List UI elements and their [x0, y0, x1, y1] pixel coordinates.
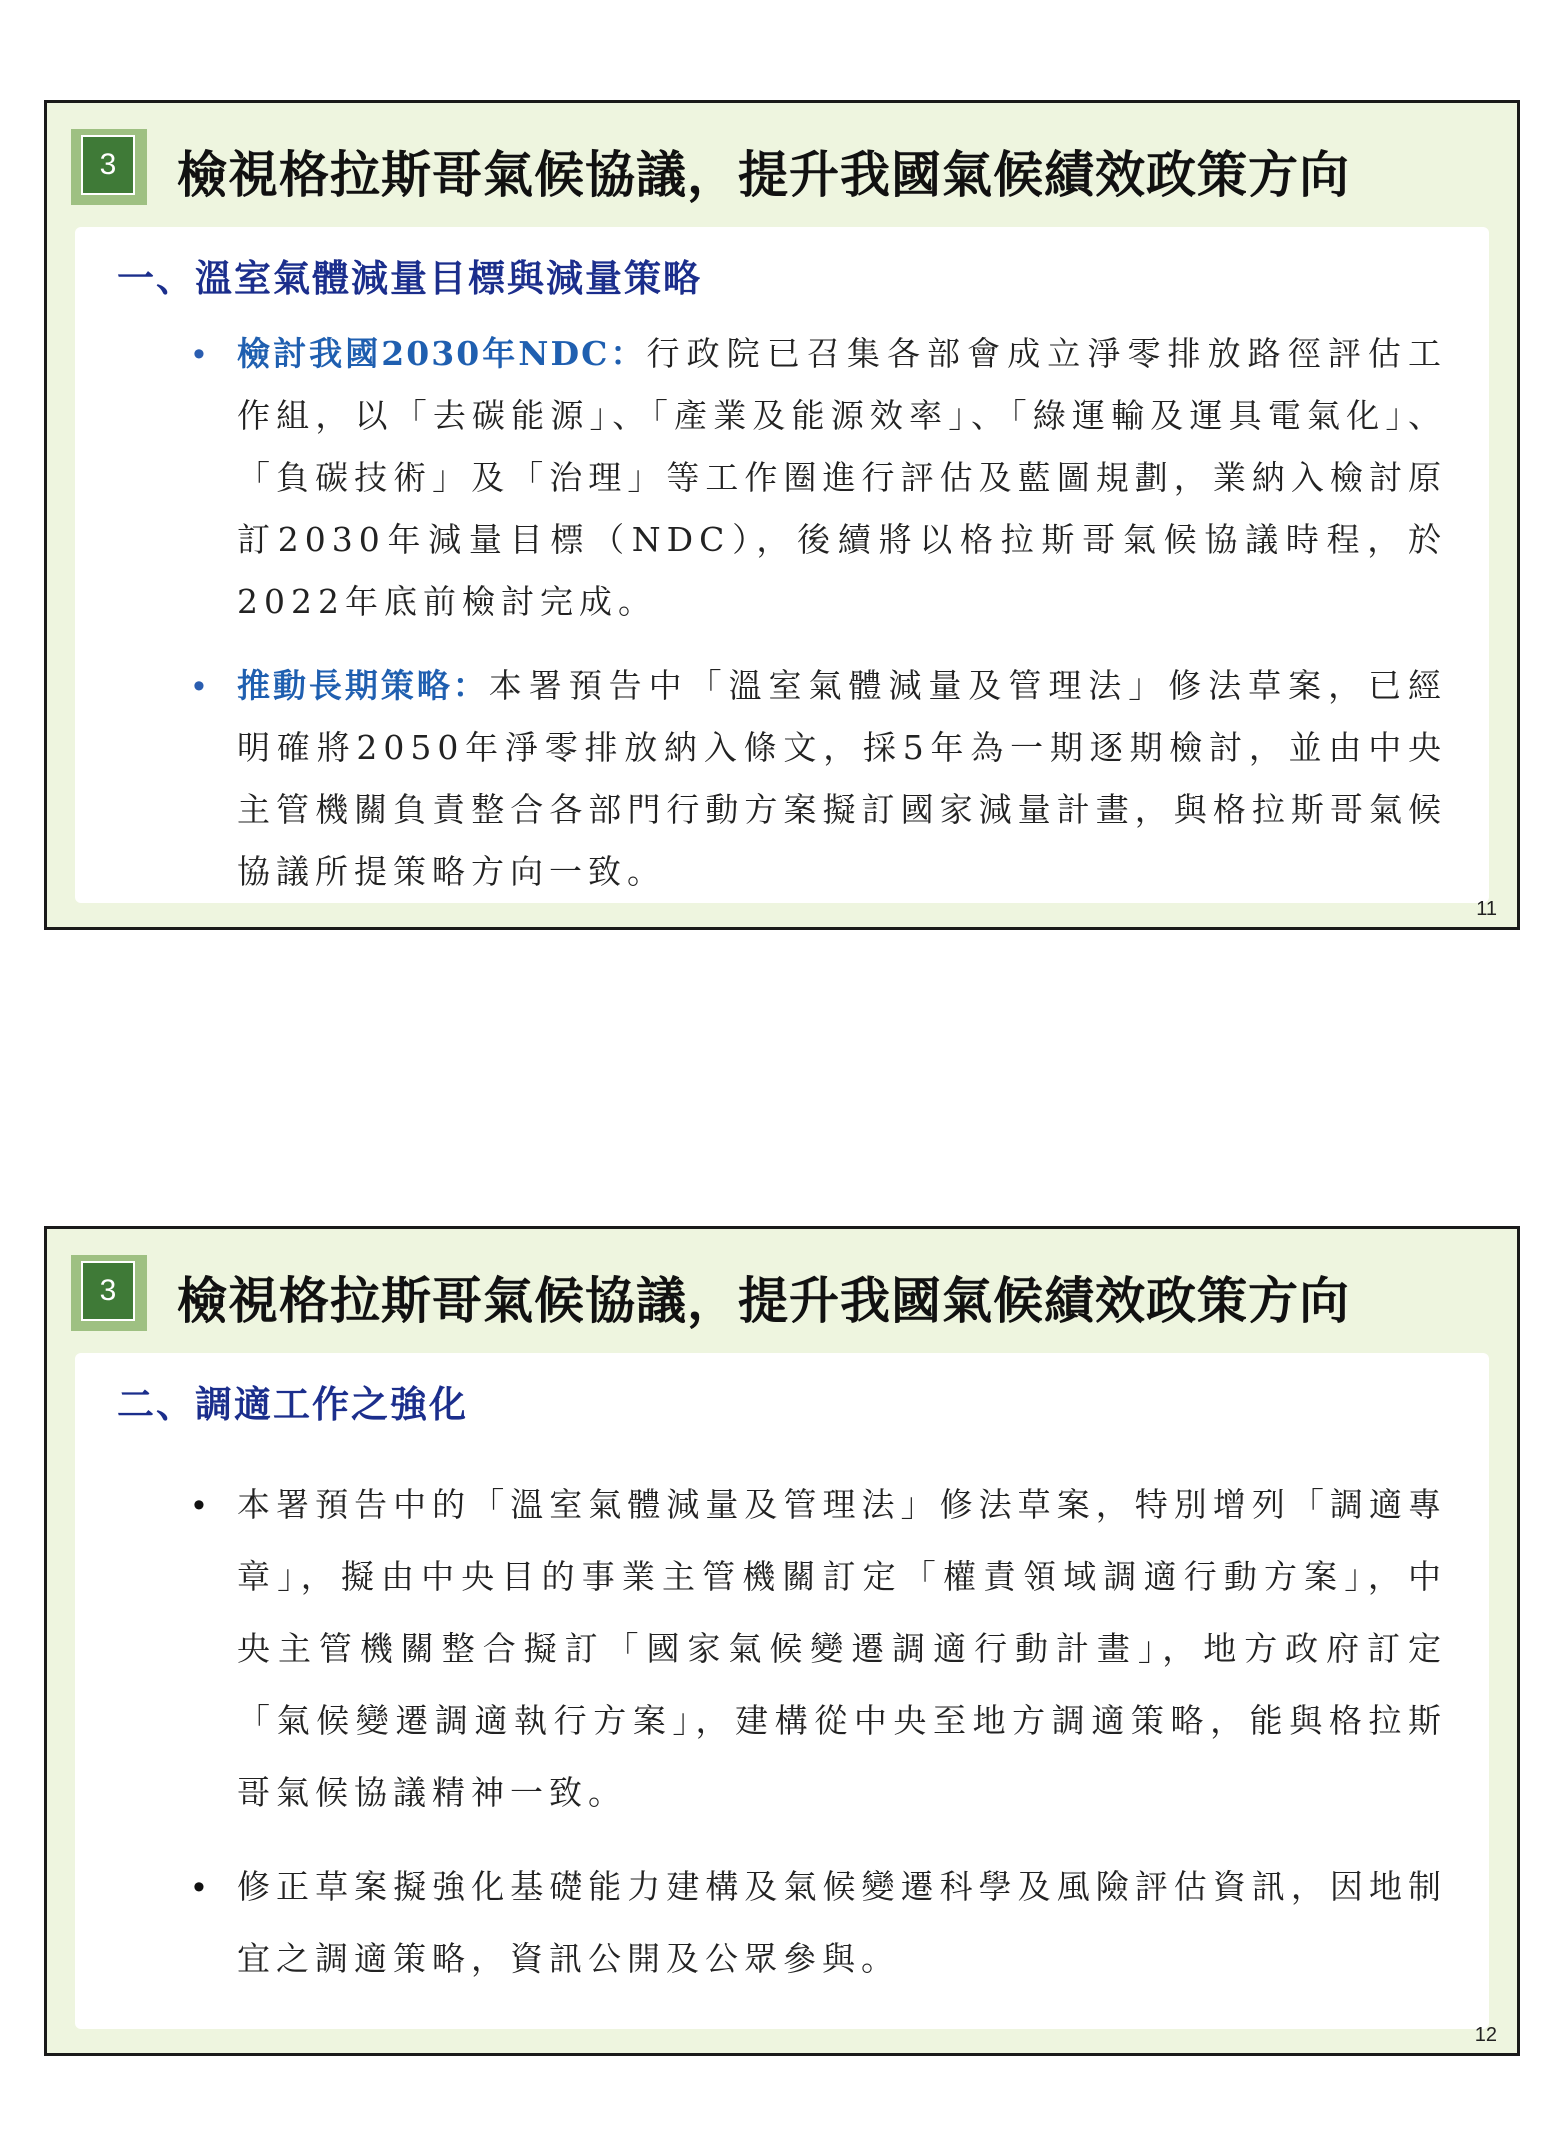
slide-header — [59, 113, 1505, 223]
bullet-lead: 推動長期策略： — [237, 666, 489, 705]
slide-title: 檢視格拉斯哥氣候協議，提升我國氣候績效政策方向 — [177, 145, 1350, 204]
page-number: 12 — [1474, 2024, 1497, 2046]
slide-header — [59, 1239, 1505, 1349]
slide-11 — [44, 100, 1520, 930]
section-heading: 二、調適工作之強化 — [117, 1382, 468, 1426]
bullet-text: 修正草案擬強化基礎能力建構及氣候變遷科學及風險評估資訊，因地制宜之調適策略，資訊公開及公眾參與。 — [237, 1867, 1447, 1978]
bullet-icon: • — [193, 667, 211, 705]
list-item — [157, 1851, 1447, 1995]
list-item — [157, 323, 1447, 633]
section-number: 3 — [81, 1261, 135, 1321]
section-number: 3 — [81, 135, 135, 195]
bullet-list — [157, 323, 1447, 903]
bullet-lead: 檢討我國2030年NDC： — [237, 334, 647, 373]
slide-12 — [44, 1226, 1520, 2056]
bullet-text: 本署預告中的「溫室氣體減量及管理法」修法草案，特別增列「調適專章」，擬由中央目的事業主管機關訂定「權責領域調適行動方案」，中央主管機關整合擬訂「國家氣候變遷調適行動計畫」，地方政府訂定「氣候變遷調適執行方案」，建構從中央至地方調適策略，能與格拉斯哥氣候協議精神一致。 — [237, 1485, 1447, 1812]
list-item — [157, 655, 1447, 903]
bullet-text: 本署預告中「溫室氣體減量及管理法」修法草案，已經明確將2050年淨零排放納入條文，採5年為一期逐期檢討，並由中央主管機關負責整合各部門行動方案擬訂國家減量計畫，與格拉斯哥氣候協議所提策略方向一致。 — [237, 666, 1448, 891]
bullet-icon: • — [193, 335, 211, 373]
section-heading: 一、溫室氣體減量目標與減量策略 — [117, 256, 702, 300]
list-item — [157, 1469, 1447, 1829]
slide-title: 檢視格拉斯哥氣候協議，提升我國氣候績效政策方向 — [177, 1271, 1350, 1330]
section-number-badge — [71, 1255, 147, 1331]
bullet-list — [157, 1469, 1447, 1995]
bullet-text: 行政院已召集各部會成立淨零排放路徑評估工作組，以「去碳能源」、「產業及能源效率」、「綠運輸及運具電氣化」、「負碳技術」及「治理」等工作圈進行評估及藍圖規劃，業納入檢討原訂2030年減量目標（NDC），後續將以格拉斯哥氣候協議時程，於2022年底前檢討完成。 — [237, 334, 1447, 621]
section-number-badge — [71, 129, 147, 205]
page-number: 11 — [1476, 898, 1497, 920]
bullet-icon: • — [193, 1868, 211, 1906]
bullet-icon: • — [193, 1486, 211, 1524]
